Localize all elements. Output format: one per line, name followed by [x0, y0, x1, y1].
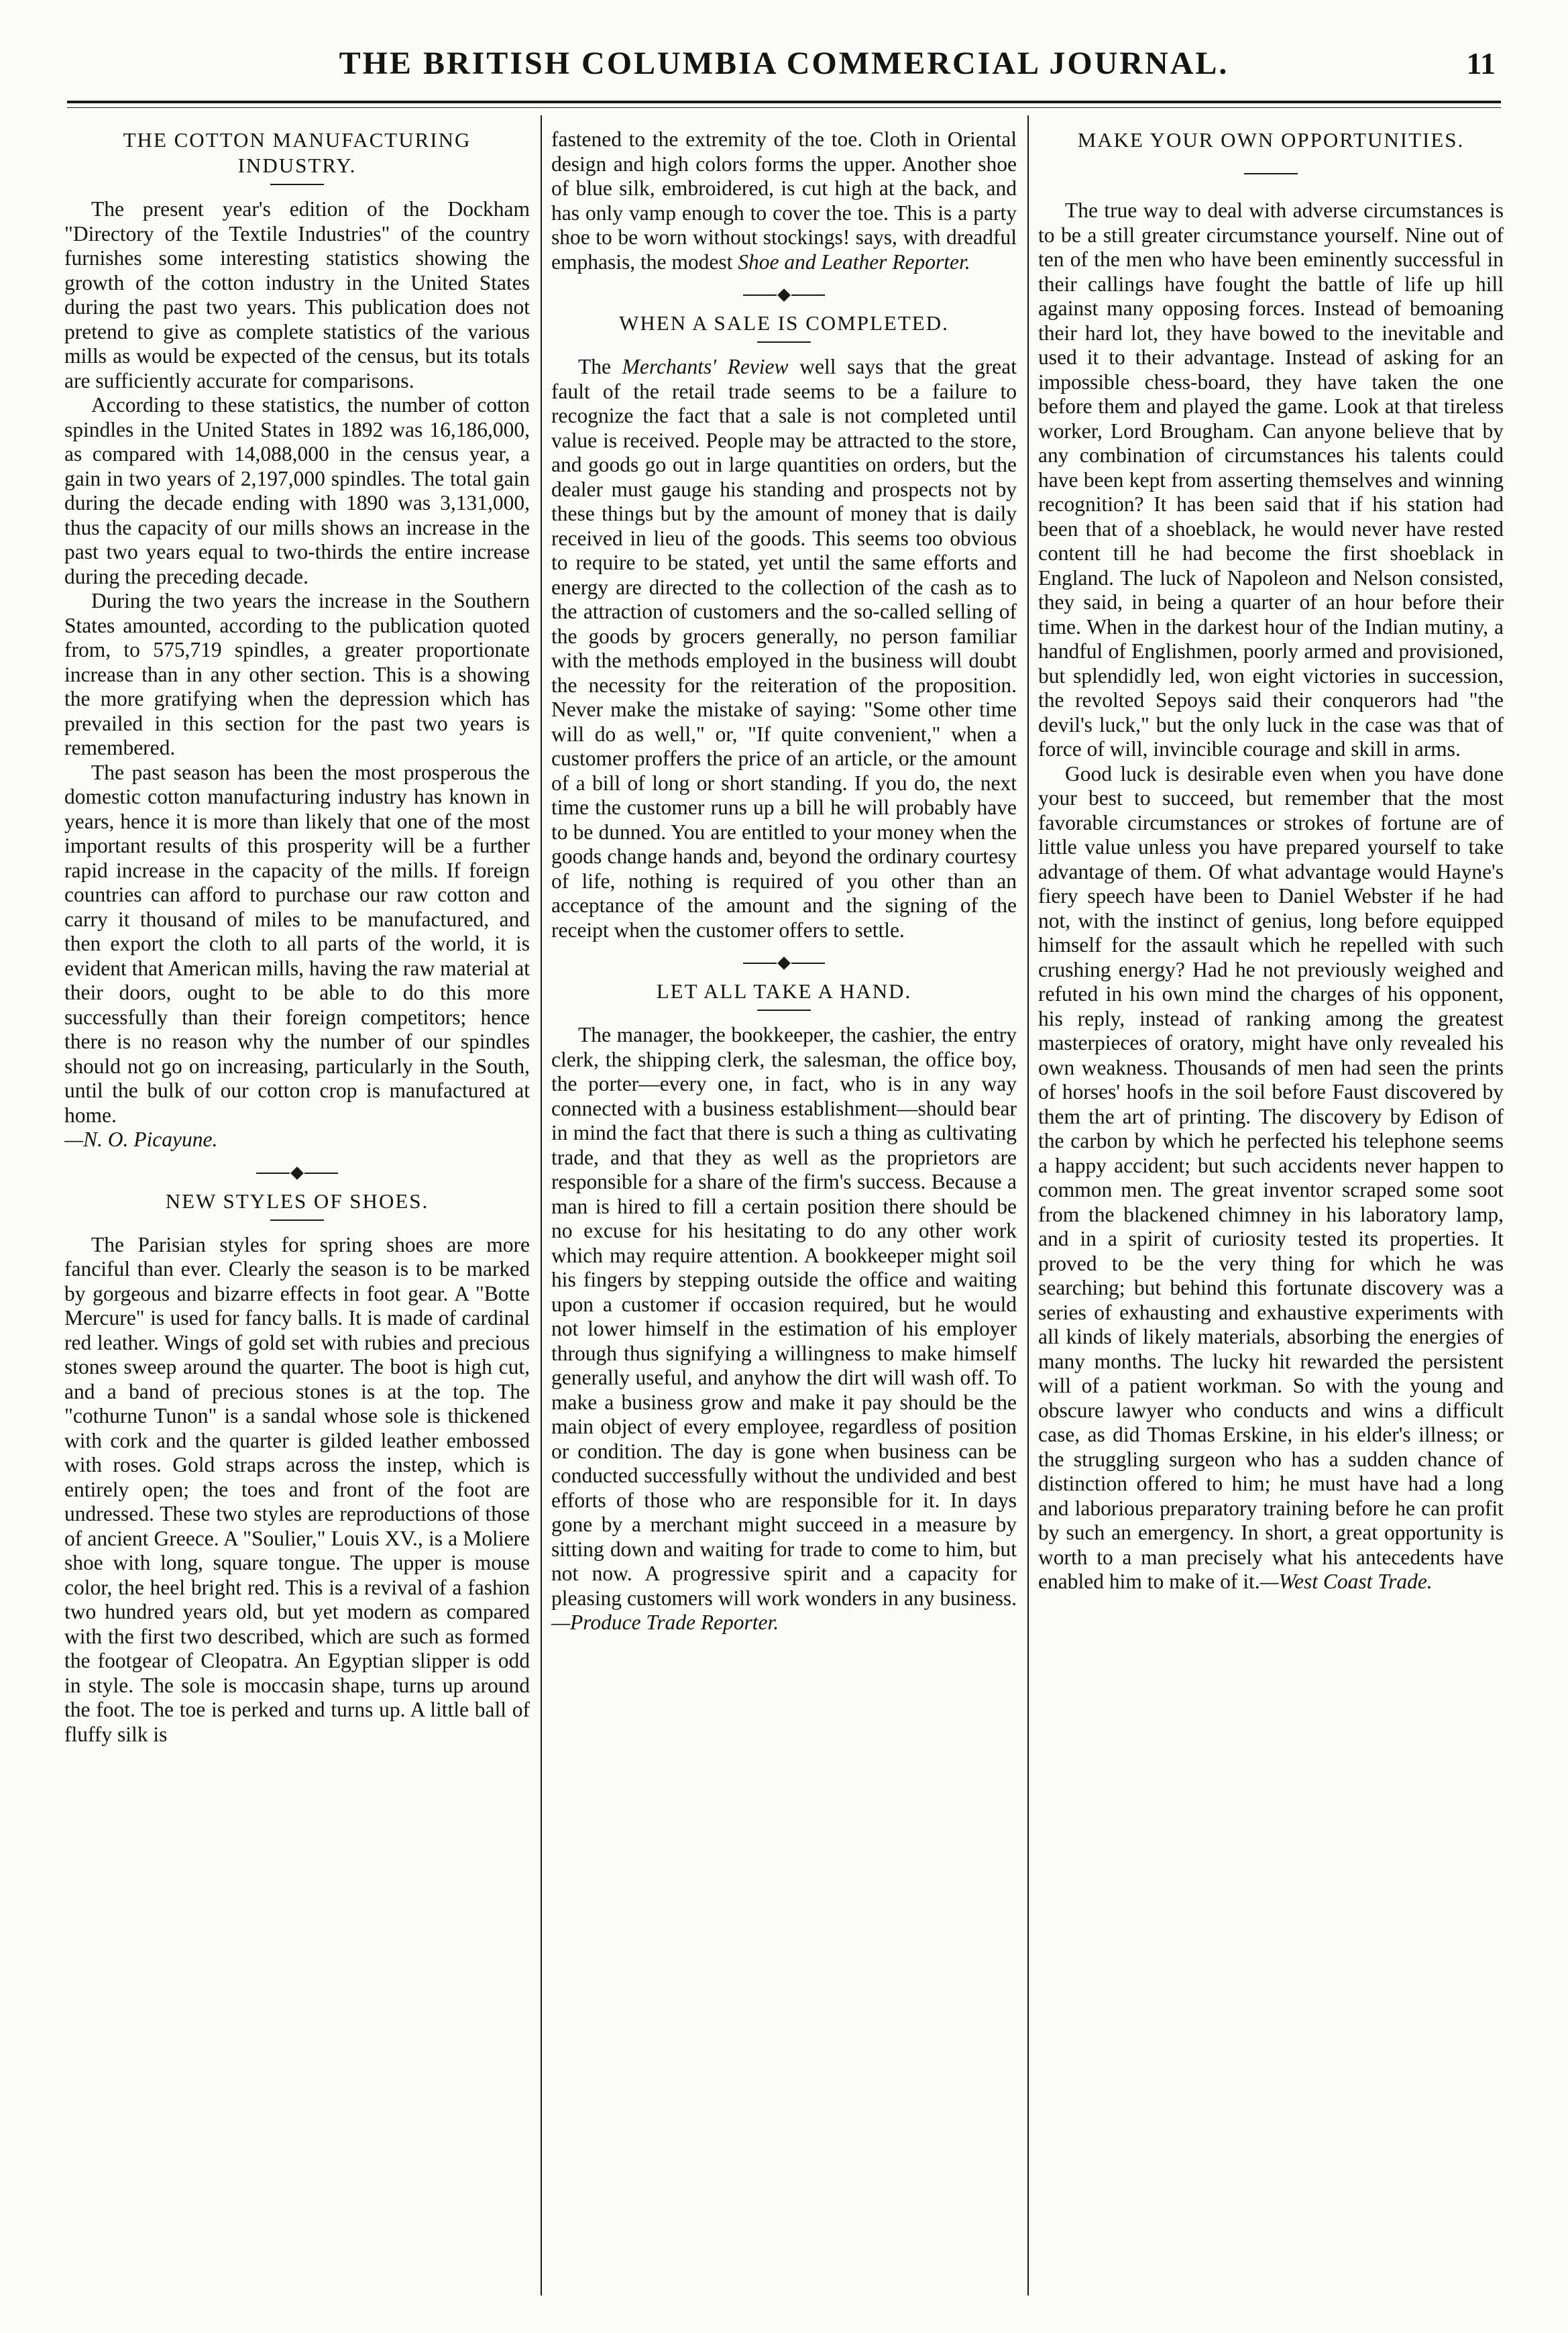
column-3	[1038, 127, 1504, 2287]
title-rule	[757, 1010, 811, 1011]
article-paragraph	[1038, 762, 1504, 1594]
section-ornament	[551, 290, 1017, 300]
paragraph-text: fastened to the extremity of the toe. Cloth in Oriental design and high colors forms the upper. Another shoe of blue silk, embroidered, is cut high at the back, and has only vamp enough to cover the toe. This is a party shoe to be worn without stockings! says, with dreadful emphasis, the modest	[551, 127, 1017, 274]
article-title-hand: LET ALL TAKE A HAND.	[656, 979, 912, 1003]
article-paragraph	[551, 355, 1017, 942]
masthead-rule-thin	[67, 107, 1501, 108]
article-paragraph: The Parisian styles for spring shoes are more fanciful than ever. Clearly the season is to be marked by gorgeous and bizarre effects in foot gear. A "Botte Mercure" is used for fancy balls. It is made of cardinal red leather. Wings of gold set with rubies and precious stones sweep around the quarter. The boot is high cut, and a band of precious stones is at the top. The "cothurne Tunon" is a sandal whose sole is thickened with cork and the quarter is gilded leather embossed with roses. Gold straps across the instep, which is entirely open; the toes and front of the foot are undressed. These two styles are reproductions of those of ancient Greece. A "Soulier," Louis XV., is a Moliere shoe with long, square tongue. The upper is mouse color, the heel bright red. This is a revival of a fashion two hundred years old, but yet modern as compared with the first two described, which are such as formed the footgear of Cleopatra. An Egyptian slipper is odd in style. The sole is moccasin shape, turns up around the foot. The toe is perked and turns up. A little ball of fluffy silk is	[64, 1232, 530, 1746]
title-rule	[270, 1219, 324, 1221]
article-title-sale: WHEN A SALE IS COMPLETED.	[619, 311, 949, 335]
article-title-cotton: THE COTTON MANUFACTURING INDUSTRY.	[123, 128, 471, 177]
article-paragraph: The present year's edition of the Dockham "Directory of the Textile Industries" of the country furnishes some interesting statistics showing the growth of the cotton industry in the United States during the past two years. This publication does not pretend to give as complete statistics of the various mills as would be expected of the census, but its totals are sufficiently accurate for comparisons.	[64, 197, 530, 392]
paragraph-text: Good luck is desirable even when you have done your best to succeed, but remember that the most favorable circumstances or strokes of fortune are of little value unless you have prepared yourself to take advantage of them. Of what advantage would Hayne's fiery speech have been to Daniel Webster if he had not, with the instinct of genius, long before equipped himself for the assault which he repelled with such crushing energy? Had he not previously weighed and refuted in his own mind the charges of his opponent, his reply, instead of ranking among the greatest masterpieces of oratory, might have only revealed his own weakness. Thousands of men had seen the prints of horses' hoofs in the soil before Faust discovered by them the art of printing. The discovery by Edison of the carbon by which he perfected his telephone seems a happy accident; but such accidents never happen to common men. The great inventor scraped some soot from the blackened chimney in his laboratory lamp, and in a spirit of curiosity tested its properties. It proved to be the very thing for which he was searching; but behind this fortunate discovery was a series of exhausting and exhaustive experiments with all kinds of likely materials, absorbing the energies of many months. The lucky hit rewarded the persistent will of a patient workman. So with the young and obscure lawyer who conducts and wins a difficult case, as did Thomas Erskine, in his elder's illness; or the struggling surgeon who has a sudden chance of distinction offered to him; he must have had a long and laborious preparatory training before he can profit by such an emergency. In short, a great opportunity is worth to a man precisely what his antecedents have enabled him to make of it.	[1038, 761, 1504, 1593]
title-rule	[757, 341, 811, 343]
section-ornament	[551, 959, 1017, 968]
paragraph-text: The	[578, 355, 611, 378]
article-credit: —Produce Trade Reporter.	[551, 1611, 779, 1634]
article-paragraph: According to these statistics, the number of cotton spindles in the United States in 1892 was 16,186,000, as compared with 14,088,000 in the census year, a gain in two years of 2,197,000 spindles. The total gain during the decade ending with 1890 was 3,131,000, thus the capacity of our mills shows an increase in the past two years equal to two-thirds the entire increase during the preceding decade.	[64, 393, 530, 588]
column-divider	[1027, 115, 1029, 2295]
title-rule	[1244, 173, 1298, 174]
article-credit: —West Coast Trade.	[1259, 1570, 1433, 1593]
column-1	[64, 127, 530, 2287]
article-title-shoes: NEW STYLES OF SHOES.	[165, 1189, 429, 1213]
article-credit: Shoe and Leather Reporter.	[738, 250, 970, 274]
article-credit: —N. O. Picayune.	[64, 1128, 218, 1151]
article-paragraph	[64, 761, 530, 1152]
masthead	[0, 40, 1568, 87]
paragraph-text: The past season has been the most prosperous the domestic cotton manufacturing industry has known in years, hence it is more than likely that one of the most important results of this prosperity will be a further rapid increase in the capacity of the mills. If foreign countries can afford to purchase our raw cotton and carry it thousand of miles to be manufactured, and then export the cloth to all parts of the world, it is evident that American mills, having the raw material at their doors, ought to be able to do this more successfully than their foreign competitors; hence there is no reason why the number of our spindles should not go on increasing, particularly in the South, until the bulk of our cotton crop is manufactured at home.	[64, 760, 530, 1127]
masthead-rule-thick	[67, 101, 1501, 103]
article-paragraph	[551, 127, 1017, 274]
article-paragraph: The true way to deal with adverse circumstances is to be a still greater circumstance yourself. Nine out of ten of the men who have been eminently successful in their callings have fought the battle of life up hill against many opposing forces. Instead of bemoaning their hard lot, they have bowed to the inevitable and used it to their advantage. Instead of asking for an impossible chess-board, they have taken the one before them and played the game. Look at that tireless worker, Lord Brougham. Can anyone believe that by any combination of circumstances his talents could have been kept from asserting themselves and winning recognition? It has been said that if his station had been that of a shoeblack, he would never have rested content till he had become the first shoeblack in England. The luck of Napoleon and Nelson consisted, they said, in being a quarter of an hour before their time. When in the darkest hour of the Indian mutiny, a handful of Englishmen, poorly armed and provisioned, but splendidly led, won eight victories in succession, the revolted Sepoys said their conquerors had "the devil's luck," but the only luck in the case was that of force of will, invincible courage and skill in arms.	[1038, 199, 1504, 761]
column-divider	[541, 115, 542, 2295]
source-publication: Merchants' Review	[622, 355, 789, 378]
article-title-opportunities: MAKE YOUR OWN OPPORTUNITIES.	[1077, 128, 1465, 152]
journal-title: THE BRITISH COLUMBIA COMMERCIAL JOURNAL.	[339, 46, 1229, 81]
paragraph-text: well says that the great fault of the retail trade seems to be a failure to recognize the fact that a sale is not completed until value is received. People may be attracted to the store, and goods go out in large quantities on orders, but the dealer must gauge his standing and prospects not by these things but by the amount of money that is daily received in lieu of the goods. This seems too obvious to require to be stated, yet until the same efforts and energy are directed to the collection of the cash as to the attraction of customers and the so-called selling of the goods by grocers generally, no person familiar with the methods employed in the business will doubt the necessity for the reiteration of the proposition. Never make the mistake of saying: "Some other time will do as well," or, "If quite convenient," when a customer proffers the price of an article, or the amount of a bill of long or short standing. If you do, the next time the customer runs up a bill he will probably have to be dunned. You are entitled to your money when the goods change hands and, beyond the ordinary courtesy of life, nothing is required of you other than an acceptance of the amount and the signing of the receipt when the customer offers to settle.	[551, 355, 1017, 942]
paragraph-text: The manager, the bookkeeper, the cashier, the entry clerk, the shipping clerk, the salesman, the office boy, the porter—every one, in fact, who is in any way connected with a business establishment—should bear in mind the fact that there is such a thing as cultivating trade, and that they as well as the proprietors are responsible for a share of the firm's success. Because a man is hired to fill a certain position there should be no excuse for his hesitating to do any other work which may require attention. A bookkeeper might soil his fingers by stepping outside the office and waiting upon a customer if occasion required, but he would not lower himself in the estimation of his employer through thus signifying a willingness to make himself generally useful, and anyhow the dirt will wash off. To make a business grow and make it pay should be the main object of every employee, regardless of position or condition. The day is gone when business can be conducted successfully without the undivided and best efforts of those who are responsible for it. In days gone by a merchant might succeed in a measure by sitting down and waiting for trade to come to him, but not now. A progressive spirit and a capacity for pleasing customers will work wonders in any business.	[551, 1023, 1017, 1610]
column-2	[551, 127, 1017, 2287]
article-paragraph: During the two years the increase in the Southern States amounted, according to the publication quoted from, to 575,719 spindles, a greater proportionate increase than in any other section. This is a showing the more gratifying when the depression which has prevailed in this section for the past two years is remembered.	[64, 589, 530, 759]
section-ornament	[64, 1169, 530, 1178]
title-rule	[270, 184, 324, 185]
article-paragraph	[551, 1023, 1017, 1635]
page-number: 11	[1466, 46, 1496, 80]
